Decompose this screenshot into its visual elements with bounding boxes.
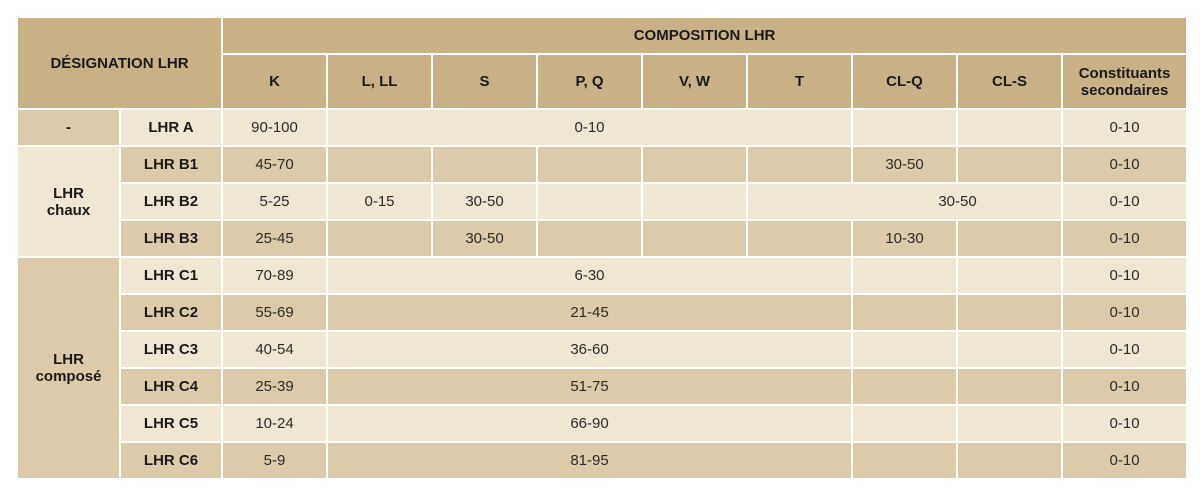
group-b-line-2: chaux bbox=[46, 201, 91, 219]
cell-l: 0-15 bbox=[327, 183, 432, 220]
group-c-line-1: LHR bbox=[53, 351, 84, 368]
row-name: LHR C4 bbox=[120, 368, 222, 405]
cell-cl-q bbox=[852, 257, 957, 294]
col-header-l-ll: L, LL bbox=[327, 54, 432, 109]
cell-cl-s bbox=[957, 146, 1062, 183]
row-name: LHR C3 bbox=[120, 331, 222, 368]
cell-k: 45-70 bbox=[222, 146, 327, 183]
group-c-line-2: composé bbox=[35, 368, 102, 385]
cell-sec: 0-10 bbox=[1062, 294, 1187, 331]
row-name: LHR C2 bbox=[120, 294, 222, 331]
cell-k: 5-25 bbox=[222, 183, 327, 220]
cell-k: 40-54 bbox=[222, 331, 327, 368]
cell-cl-q bbox=[852, 331, 957, 368]
cell-cl-s bbox=[957, 331, 1062, 368]
cell-cl-s bbox=[957, 220, 1062, 257]
row-name: LHR B3 bbox=[120, 220, 222, 257]
designation-header: DÉSIGNATION LHR bbox=[17, 17, 222, 109]
cell-p-q bbox=[537, 146, 642, 183]
cell-cl-s bbox=[957, 294, 1062, 331]
group-label-a: - bbox=[17, 109, 120, 146]
header-row-1 bbox=[17, 17, 1187, 54]
cell-l bbox=[327, 146, 432, 183]
cell-mid: 51-75 bbox=[327, 368, 852, 405]
cell-k: 25-39 bbox=[222, 368, 327, 405]
col-header-secondary bbox=[1062, 54, 1187, 109]
cell-mid: 81-95 bbox=[327, 442, 852, 479]
cell-cl-q: 10-30 bbox=[852, 220, 957, 257]
row-name: LHR A bbox=[120, 109, 222, 146]
cell-sec: 0-10 bbox=[1062, 257, 1187, 294]
secondary-line-2: secondaires bbox=[1080, 81, 1169, 99]
cell-s: 30-50 bbox=[432, 183, 537, 220]
table-row bbox=[17, 331, 1187, 368]
row-name: LHR C5 bbox=[120, 405, 222, 442]
cell-sec: 0-10 bbox=[1062, 109, 1187, 146]
table-row bbox=[17, 220, 1187, 257]
cell-cl-q bbox=[852, 442, 957, 479]
table-row bbox=[17, 294, 1187, 331]
group-label-c bbox=[17, 257, 120, 479]
cell-sec: 0-10 bbox=[1062, 220, 1187, 257]
cell-sec: 0-10 bbox=[1062, 331, 1187, 368]
row-name: LHR C6 bbox=[120, 442, 222, 479]
table-row bbox=[17, 257, 1187, 294]
composition-table bbox=[16, 16, 1188, 480]
col-header-cl-q: CL-Q bbox=[852, 54, 957, 109]
row-name: LHR B1 bbox=[120, 146, 222, 183]
cell-mid: 21-45 bbox=[327, 294, 852, 331]
cell-p-q bbox=[537, 183, 642, 220]
cell-mid: 6-30 bbox=[327, 257, 852, 294]
cell-sec: 0-10 bbox=[1062, 183, 1187, 220]
table-row bbox=[17, 183, 1187, 220]
col-header-cl-s: CL-S bbox=[957, 54, 1062, 109]
col-header-s: S bbox=[432, 54, 537, 109]
cell-mid: 36-60 bbox=[327, 331, 852, 368]
col-header-t: T bbox=[747, 54, 852, 109]
cell-cl-s bbox=[957, 368, 1062, 405]
table-row bbox=[17, 146, 1187, 183]
cell-cl-q bbox=[852, 368, 957, 405]
cell-sec: 0-10 bbox=[1062, 405, 1187, 442]
cell-t bbox=[747, 146, 852, 183]
cell-k: 5-9 bbox=[222, 442, 327, 479]
cell-sec: 0-10 bbox=[1062, 146, 1187, 183]
cell-cl-s bbox=[957, 257, 1062, 294]
composition-header: COMPOSITION LHR bbox=[222, 17, 1187, 54]
table-row bbox=[17, 405, 1187, 442]
cell-k: 90-100 bbox=[222, 109, 327, 146]
cell-k: 70-89 bbox=[222, 257, 327, 294]
row-name: LHR B2 bbox=[120, 183, 222, 220]
row-name: LHR C1 bbox=[120, 257, 222, 294]
cell-cl-q bbox=[852, 405, 957, 442]
col-header-p-q: P, Q bbox=[537, 54, 642, 109]
group-b-line-1: LHR bbox=[53, 184, 84, 202]
cell-v-w bbox=[642, 183, 747, 220]
table-row bbox=[17, 368, 1187, 405]
col-header-v-w: V, W bbox=[642, 54, 747, 109]
cell-cl-q bbox=[852, 294, 957, 331]
cell-cl-q bbox=[852, 109, 957, 146]
cell-cl-s bbox=[957, 109, 1062, 146]
table-row bbox=[17, 109, 1187, 146]
col-header-k: K bbox=[222, 54, 327, 109]
cell-p-q bbox=[537, 220, 642, 257]
cell-sec: 0-10 bbox=[1062, 442, 1187, 479]
cell-s bbox=[432, 146, 537, 183]
cell-cl-s bbox=[957, 442, 1062, 479]
cell-mid: 0-10 bbox=[327, 109, 852, 146]
cell-k: 55-69 bbox=[222, 294, 327, 331]
cell-k: 25-45 bbox=[222, 220, 327, 257]
cell-cl-q: 30-50 bbox=[852, 146, 957, 183]
cell-k: 10-24 bbox=[222, 405, 327, 442]
cell-sec: 0-10 bbox=[1062, 368, 1187, 405]
group-label-b bbox=[17, 146, 120, 257]
cell-v-w bbox=[642, 146, 747, 183]
cell-s: 30-50 bbox=[432, 220, 537, 257]
cell-cl: 30-50 bbox=[747, 183, 1062, 220]
secondary-line-1: Constituants bbox=[1078, 64, 1171, 82]
cell-cl-s bbox=[957, 405, 1062, 442]
cell-mid: 66-90 bbox=[327, 405, 852, 442]
cell-v-w bbox=[642, 220, 747, 257]
cell-l bbox=[327, 220, 432, 257]
cell-t bbox=[747, 220, 852, 257]
table-row bbox=[17, 442, 1187, 479]
